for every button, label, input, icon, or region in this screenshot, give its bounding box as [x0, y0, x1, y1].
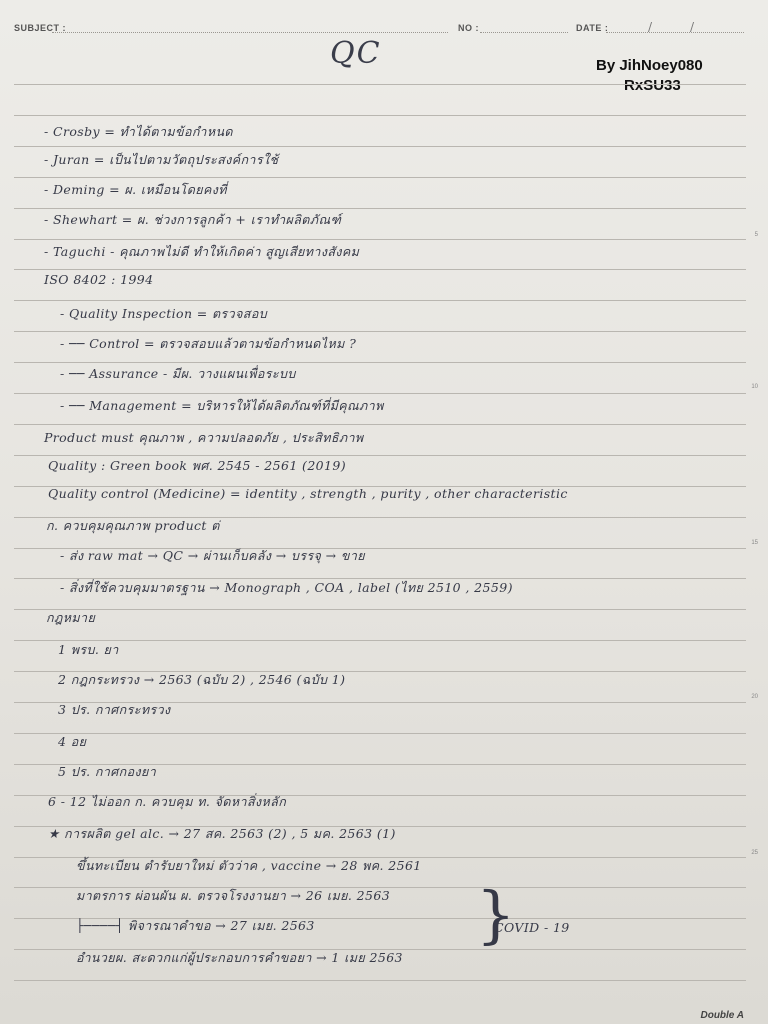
date-slash: / — [690, 20, 695, 34]
ruled-line — [14, 362, 746, 363]
no-line — [480, 32, 568, 33]
edge-mark: 20 — [751, 694, 758, 700]
ruled-line — [14, 177, 746, 178]
note-line: - Crosby = ทำได้ตามข้อกำหนด — [44, 124, 233, 139]
note-line: 5 ปร. กาศกองยา — [58, 764, 157, 779]
note-line: 1 พรบ. ยา — [58, 642, 119, 657]
ruled-line — [14, 146, 746, 147]
note-line: กฎหมาย — [46, 610, 96, 625]
ruled-line — [14, 239, 746, 240]
note-line: มาตรการ ผ่อนผัน ผ. ตรวจโรงงานยา → 26 เมย. 2563 — [76, 888, 391, 903]
date-label: DATE : — [576, 23, 609, 33]
ruled-line — [14, 208, 746, 209]
date-slash: / — [648, 20, 653, 34]
edge-mark: 5 — [754, 232, 758, 238]
ruled-line — [14, 980, 746, 981]
ruled-line — [14, 393, 746, 394]
note-line: ├────┤ พิจารณาคำขอ → 27 เมย. 2563 — [76, 918, 315, 933]
note-line: 2 กฎกระทรวง → 2563 (ฉบับ 2) , 2546 (ฉบับ 1) — [58, 672, 346, 687]
ruled-line — [14, 115, 746, 116]
ruled-line — [14, 84, 746, 85]
ruled-line — [14, 300, 746, 301]
ruled-line — [14, 609, 746, 610]
note-line: - ── Management = บริหารให้ได้ผลิตภัณฑ์ที่มีคุณภาพ — [60, 398, 384, 413]
note-line: ขึ้นทะเบียน ตำรับยาใหม่ ตัวว่าค , vaccine → 28 พค. 2561 — [76, 858, 422, 873]
subject-label: SUBJECT : — [14, 23, 67, 33]
note-line: - Quality Inspection = ตรวจสอบ — [60, 306, 268, 321]
note-line: - Shewhart = ผ. ช่วงการลูกค้า + เราทำผลิตภัณฑ์ — [44, 212, 342, 227]
note-line: Product must คุณภาพ , ความปลอดภัย , ประสิทธิภาพ — [44, 430, 364, 445]
ruled-line — [14, 640, 746, 641]
covid-label: COVID - 19 — [494, 920, 570, 935]
no-label: NO : — [458, 23, 479, 33]
ruled-line — [14, 269, 746, 270]
ruled-line — [14, 331, 746, 332]
author-name: By JihNoey080 — [596, 57, 703, 74]
note-line: Quality : Green book พศ. 2545 - 2561 (2019) — [48, 458, 347, 473]
note-line: - Deming = ผ. เหมือนโดยคงที่ — [44, 182, 227, 197]
note-line: Quality control (Medicine) = identity , strength , purity , other characteristic — [48, 486, 568, 501]
paper-brand: Double A — [700, 1010, 744, 1021]
ruled-line — [14, 424, 746, 425]
note-line: 3 ปร. กาศกระทรวง — [58, 702, 171, 717]
covid-brace: } — [476, 878, 516, 951]
note-line: - ── Assurance - มีผ. วางแผนเพื่อระบบ — [60, 366, 296, 381]
note-line: - Taguchi - คุณภาพไม่ดี ทำให้เกิดค่า สูญเสียทางสังคม — [44, 244, 360, 259]
author-watermark — [596, 56, 703, 96]
author-class: RxSU33 — [624, 77, 681, 94]
note-line: อำนวยผ. สะดวกแก่ผู้ประกอบการคำขอยา → 1 เมย 2563 — [76, 950, 403, 965]
subject-line — [52, 32, 448, 33]
ruled-line — [14, 733, 746, 734]
note-line: 4 อย — [58, 734, 87, 749]
page-title: QC — [330, 36, 382, 71]
note-line: - ── Control = ตรวจสอบแล้วตามข้อกำหนดไหม ? — [60, 336, 357, 351]
note-line: ★ การผลิต gel alc. → 27 สค. 2563 (2) , 5 มค. 2563 (1) — [48, 826, 396, 841]
note-line: ISO 8402 : 1994 — [44, 272, 154, 287]
note-line: ก. ควบคุมคุณภาพ product ต่ — [46, 518, 220, 533]
edge-mark: 25 — [751, 850, 758, 856]
note-line: 6 - 12 ไม่ออก ก. ควบคุม ท. จัดหาสิ่งหลัก — [48, 794, 287, 809]
edge-mark: 15 — [751, 540, 758, 546]
note-line: - สิ่งที่ใช้ควบคุมมาตรฐาน → Monograph , COA , label (ไทย 2510 , 2559) — [60, 580, 513, 595]
note-line: - Juran = เป็นไปตามวัตถุประสงค์การใช้ — [44, 152, 279, 167]
date-line — [606, 32, 744, 33]
note-line: - ส่ง raw mat → QC → ผ่านเก็บคลัง → บรรจุ → ขาย — [60, 548, 365, 563]
edge-mark: 10 — [751, 384, 758, 390]
